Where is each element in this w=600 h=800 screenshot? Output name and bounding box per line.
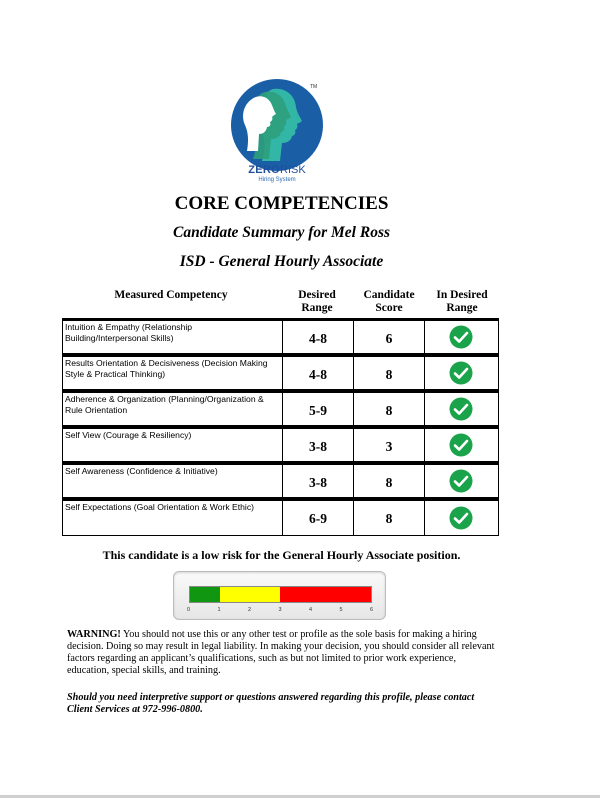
desired-range-value: 4-8 xyxy=(309,367,327,382)
check-icon xyxy=(449,361,473,385)
col-header-desired-line1: Desired xyxy=(298,289,336,301)
warning-lead: WARNING! xyxy=(67,629,121,640)
competency-label: Adherence & Organization (Planning/Organization & Rule Orientation xyxy=(65,394,264,415)
page-bottom-rule xyxy=(0,795,600,798)
gauge-tick-label: 6 xyxy=(370,607,374,613)
gauge-tick-label: 0 xyxy=(187,607,191,613)
candidate-score-value: 6 xyxy=(385,331,393,346)
table-row xyxy=(62,462,499,498)
col-header-score-line2: Score xyxy=(375,302,403,314)
brand-risk: RISK xyxy=(280,164,306,176)
table-row xyxy=(62,318,499,354)
warning-text: You should not use this or any other test or profile as the sole basis for making a hiring decision. Doing so may result in legal liability. In making your decision, you should consider all relevant factors regarding an applicant’s qualifications, such as but not limited to prior work experience, education, special skills, and training. xyxy=(67,629,495,676)
check-icon xyxy=(449,397,473,421)
table-row xyxy=(62,498,499,536)
candidate-score-value: 8 xyxy=(385,511,393,526)
competency-label: Intuition & Empathy (Relationship Building/Interpersonal Skills) xyxy=(65,322,193,343)
gauge-tick-label: 2 xyxy=(248,607,252,613)
competency-label: Self Awareness (Confidence & Initiative) xyxy=(65,466,218,476)
desired-range-value: 3-8 xyxy=(309,439,327,454)
gauge-segment xyxy=(190,587,220,602)
competency-table xyxy=(62,318,499,536)
col-header-score-line1: Candidate xyxy=(363,289,415,301)
col-header-in-line1: In Desired xyxy=(436,289,488,301)
col-header-competency: Measured Competency xyxy=(114,289,228,301)
brand-zero: ZERO xyxy=(248,164,281,176)
gauge-tick-label: 3 xyxy=(278,607,282,613)
desired-range-value: 6-9 xyxy=(309,511,327,526)
check-icon xyxy=(449,325,473,349)
col-header-desired-line2: Range xyxy=(301,302,333,314)
table-row xyxy=(62,354,499,390)
zerorisk-logo xyxy=(229,77,325,173)
col-header-desired-range xyxy=(282,289,352,315)
gauge-segment xyxy=(280,587,371,602)
desired-range-value: 5-9 xyxy=(309,403,327,418)
brand-subtitle: Hiring System xyxy=(258,177,296,183)
desired-range-value: 3-8 xyxy=(309,475,327,490)
check-icon xyxy=(449,469,473,493)
candidate-summary-heading: Candidate Summary for Mel Ross xyxy=(172,224,391,241)
risk-gauge-bar xyxy=(189,586,372,603)
gauge-tick-label: 4 xyxy=(309,607,313,613)
position-heading: ISD - General Hourly Associate xyxy=(179,253,384,270)
risk-summary: This candidate is a low risk for the General Hourly Associate position. xyxy=(102,548,461,562)
support-paragraph: Should you need interpretive support or questions answered regarding this profile, please contact Client Services at 972-996-0800. xyxy=(67,692,475,715)
gauge-tick-label: 5 xyxy=(339,607,343,613)
check-icon xyxy=(449,506,473,530)
competency-label: Self Expectations (Goal Orientation & Work Ethic) xyxy=(65,502,254,512)
page-title: CORE COMPETENCIES xyxy=(174,193,389,214)
trademark-mark: TM xyxy=(310,84,318,90)
brand-wordmark xyxy=(230,164,324,176)
competency-label: Results Orientation & Decisiveness (Decision Making Style & Practical Thinking) xyxy=(65,358,268,379)
table-row xyxy=(62,390,499,426)
col-header-candidate-score xyxy=(353,289,425,315)
gauge-tick-label: 1 xyxy=(217,607,221,613)
check-icon xyxy=(449,433,473,457)
competency-label: Self View (Courage & Resiliency) xyxy=(65,430,192,440)
candidate-score-value: 8 xyxy=(385,367,393,382)
gauge-segment xyxy=(220,587,280,602)
candidate-score-value: 8 xyxy=(385,475,393,490)
candidate-score-value: 3 xyxy=(385,439,393,454)
desired-range-value: 4-8 xyxy=(309,331,327,346)
warning-paragraph xyxy=(67,629,497,677)
col-header-in-desired-range xyxy=(425,289,499,315)
col-header-in-line2: Range xyxy=(446,302,478,314)
candidate-score-value: 8 xyxy=(385,403,393,418)
table-row xyxy=(62,426,499,462)
